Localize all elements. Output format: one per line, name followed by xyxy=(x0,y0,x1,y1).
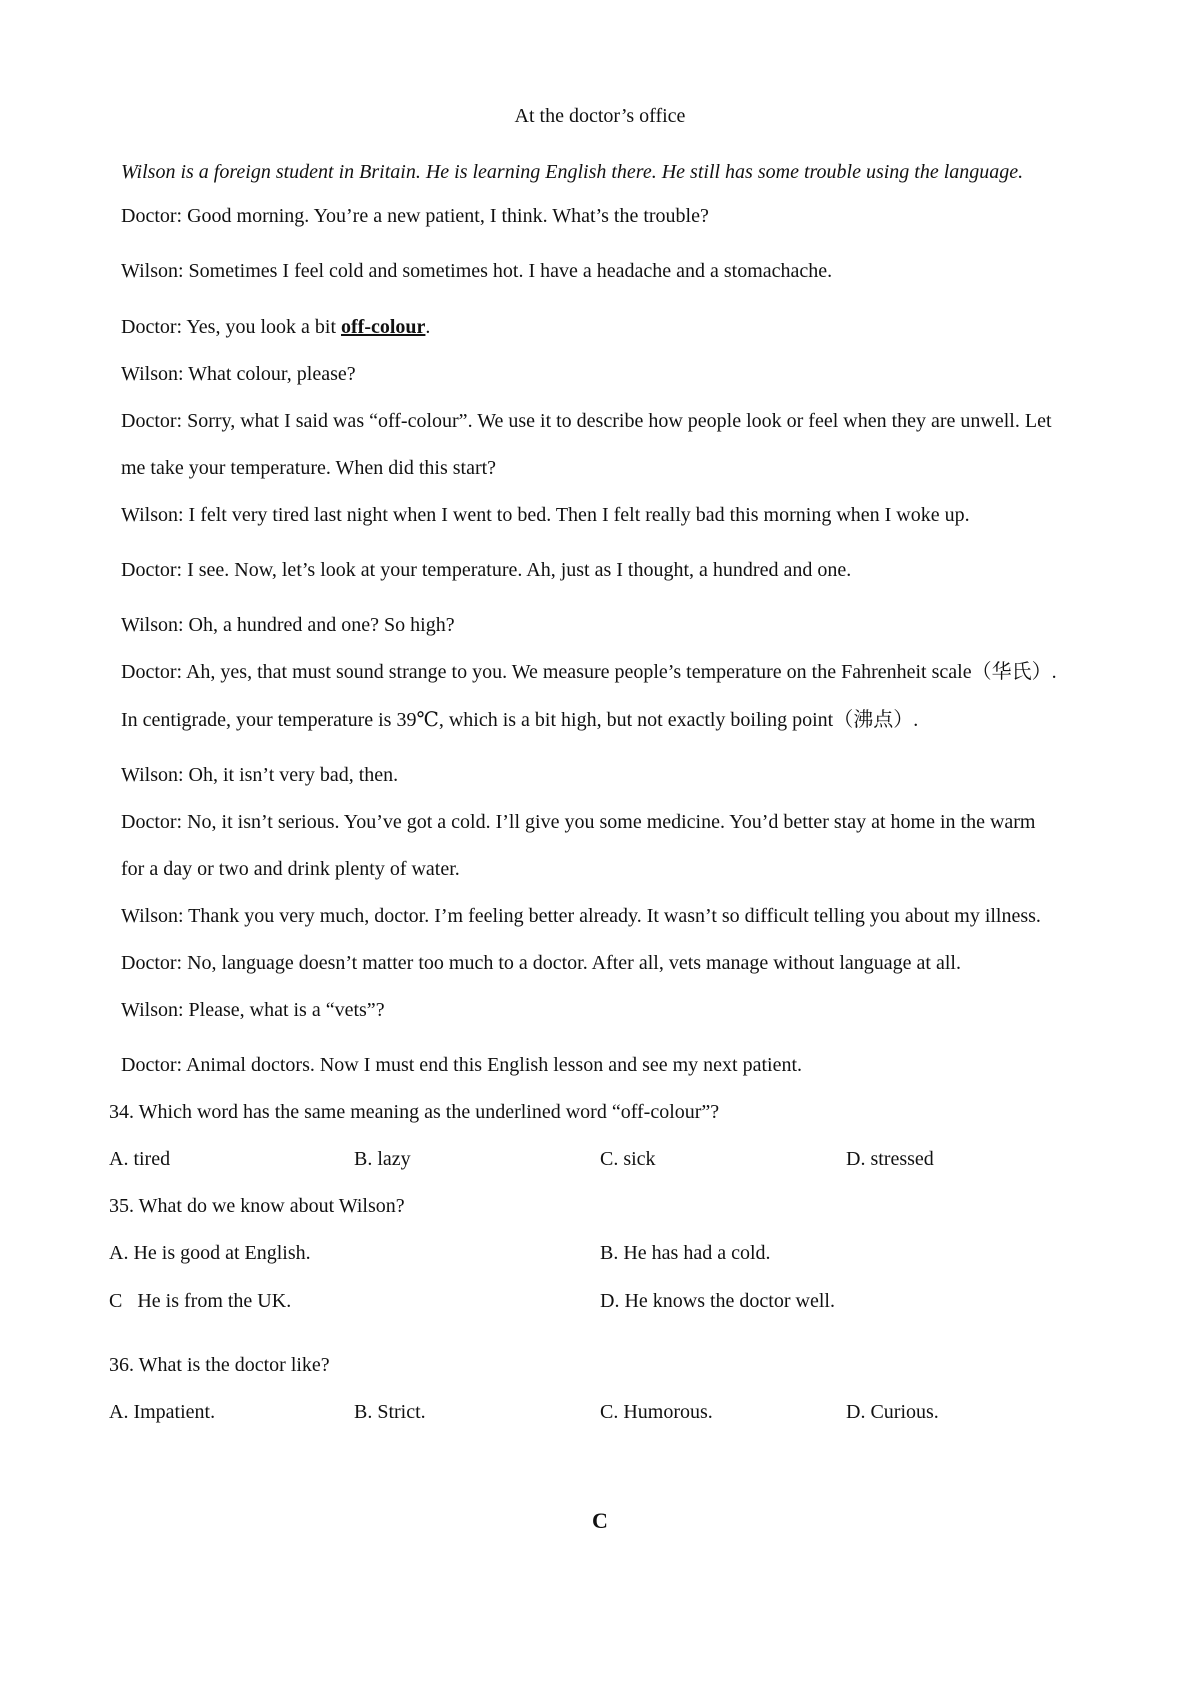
question-34-option-c[interactable]: C. sick xyxy=(600,1148,656,1170)
question-36-option-d[interactable]: D. Curious. xyxy=(846,1401,939,1423)
dialogue-line: Doctor: No, language doesn’t matter too much to a doctor. After all, vets manage without language at all. xyxy=(121,952,961,974)
dialogue-line: Doctor: No, it isn’t serious. You’ve got a cold. I’ll give you some medicine. You’d better stay at home in the warm xyxy=(121,811,1036,833)
dialogue-text: . xyxy=(425,316,431,338)
passage-intro: Wilson is a foreign student in Britain. He is learning English there. He still has some trouble using the language. xyxy=(121,161,1024,183)
question-34-stem: 34. Which word has the same meaning as the underlined word “off-colour”? xyxy=(109,1101,720,1123)
dialogue-line: Wilson: Oh, it isn’t very bad, then. xyxy=(121,764,399,786)
dialogue-line: Wilson: Please, what is a “vets”? xyxy=(121,999,385,1021)
question-35-option-d[interactable]: D. He knows the doctor well. xyxy=(600,1290,835,1312)
dialogue-line: Wilson: I felt very tired last night when I went to bed. Then I felt really bad this morning when I woke up. xyxy=(121,504,970,526)
dialogue-line: Wilson: Thank you very much, doctor. I’m feeling better already. It wasn’t so difficult telling you about my illness. xyxy=(121,905,1041,927)
dialogue-line: Doctor: I see. Now, let’s look at your temperature. Ah, just as I thought, a hundred and one. xyxy=(121,559,852,581)
question-35-option-a[interactable]: A. He is good at English. xyxy=(109,1242,311,1264)
dialogue-line: In centigrade, your temperature is 39℃, which is a bit high, but not exactly boiling point（沸点）. xyxy=(121,709,919,731)
question-36-option-c[interactable]: C. Humorous. xyxy=(600,1401,713,1423)
dialogue-line: Doctor: Good morning. You’re a new patient, I think. What’s the trouble? xyxy=(121,205,709,227)
underlined-keyword: off-colour xyxy=(341,316,426,338)
question-35-option-c[interactable]: C He is from the UK. xyxy=(109,1290,292,1312)
question-36-option-b[interactable]: B. Strict. xyxy=(354,1401,426,1423)
question-35-stem: 35. What do we know about Wilson? xyxy=(109,1195,405,1217)
dialogue-line xyxy=(121,315,430,339)
dialogue-line: Wilson: Sometimes I feel cold and sometimes hot. I have a headache and a stomachache. xyxy=(121,260,833,282)
question-36-stem: 36. What is the doctor like? xyxy=(109,1354,330,1376)
question-34-option-a[interactable]: A. tired xyxy=(109,1148,171,1170)
question-36-option-a[interactable]: A. Impatient. xyxy=(109,1401,216,1423)
question-35-option-b[interactable]: B. He has had a cold. xyxy=(600,1242,771,1264)
dialogue-line: Wilson: What colour, please? xyxy=(121,363,356,385)
next-section-heading: C xyxy=(592,1508,608,1533)
dialogue-line: Doctor: Animal doctors. Now I must end this English lesson and see my next patient. xyxy=(121,1054,803,1076)
dialogue-line: for a day or two and drink plenty of water. xyxy=(121,858,460,880)
passage-title: At the doctor’s office xyxy=(514,105,686,127)
question-34-option-b[interactable]: B. lazy xyxy=(354,1148,411,1170)
question-34-option-d[interactable]: D. stressed xyxy=(846,1148,934,1170)
dialogue-line: Doctor: Ah, yes, that must sound strange to you. We measure people’s temperature on the Fahrenheit scale（华氏）. xyxy=(121,661,1057,683)
dialogue-line: Wilson: Oh, a hundred and one? So high? xyxy=(121,614,455,636)
dialogue-line: Doctor: Sorry, what I said was “off-colour”. We use it to describe how people look or feel when they are unwell. Let xyxy=(121,410,1052,432)
dialogue-line: me take your temperature. When did this start? xyxy=(121,457,497,479)
dialogue-text: Doctor: Yes, you look a bit xyxy=(121,316,341,338)
